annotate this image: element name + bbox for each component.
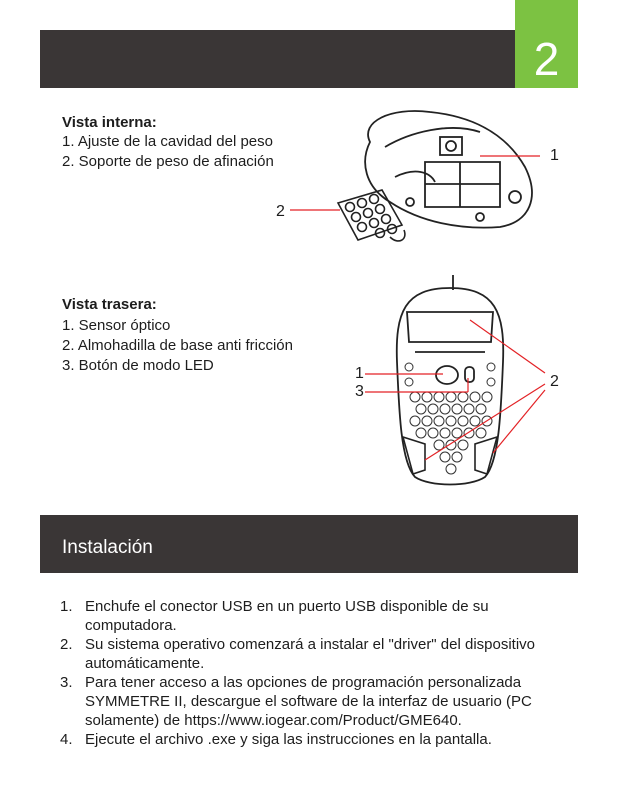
installation-step [60, 730, 580, 749]
rear-view-item-3: 3. Botón de modo LED [62, 357, 214, 374]
step-number: 1. [60, 598, 73, 615]
rear-callout-1: 1 [355, 365, 364, 382]
installation-step [60, 635, 580, 673]
step-text: Su sistema operativo comenzará a instalar el "driver" del dispositivo automáticamente. [85, 636, 536, 672]
internal-view-item-1: 1. Ajuste de la cavidad del peso [62, 133, 273, 150]
rear-view-item-2: 2. Almohadilla de base anti fricción [62, 337, 293, 354]
step-text: Enchufe el conector USB en un puerto USB disponible de su computadora. [85, 598, 489, 634]
installation-title: Instalación [62, 537, 153, 558]
installation-step [60, 597, 580, 635]
step-text: Ejecute el archivo .exe y siga las instrucciones en la pantalla. [85, 731, 492, 748]
page-number: 2 [515, 0, 578, 88]
rear-callout-3: 3 [355, 383, 364, 400]
installation-steps [60, 597, 580, 749]
installation-step [60, 673, 580, 730]
rear-callout-lines [365, 318, 555, 468]
rear-view-item-1: 1. Sensor óptico [62, 317, 171, 334]
step-number: 3. [60, 674, 73, 691]
header-bar [40, 30, 578, 88]
rear-callout-2: 2 [550, 373, 559, 390]
step-number: 4. [60, 731, 73, 748]
internal-view-item-2: 2. Soporte de peso de afinación [62, 153, 274, 170]
step-number: 2. [60, 636, 73, 653]
internal-view-title: Vista interna: [62, 114, 157, 131]
internal-callout-2: 2 [276, 203, 285, 220]
internal-callout-lines [290, 150, 560, 220]
installation-header [40, 515, 578, 573]
step-text: Para tener acceso a las opciones de programación personalizada SYMMETRE II, descargue el software de la interfaz de usuario (PC solamente) de https://www.iogear.com/Product/GME640. [85, 674, 532, 729]
internal-callout-1: 1 [550, 147, 559, 164]
rear-view-title: Vista trasera: [62, 296, 157, 313]
